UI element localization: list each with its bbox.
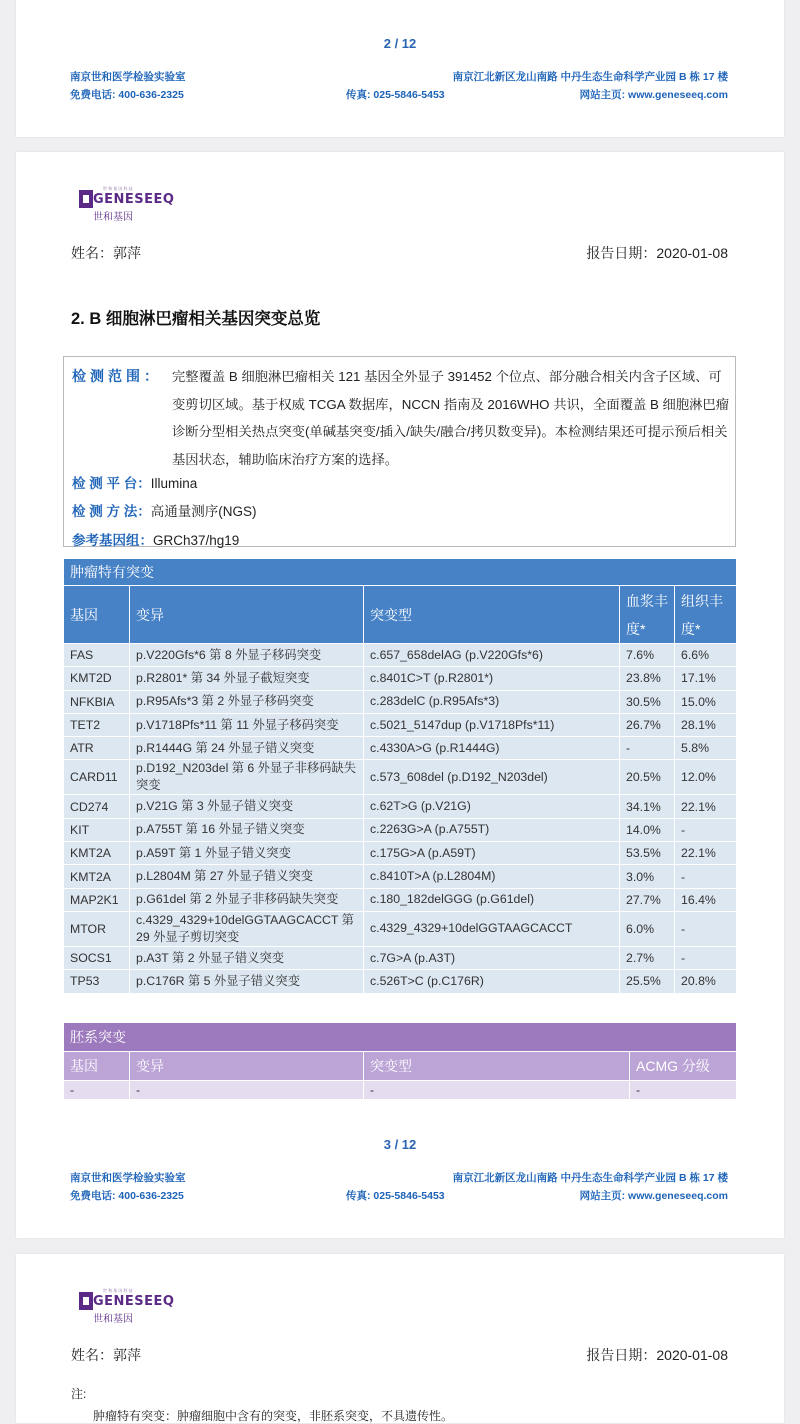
cell-mutation: c.180_182delGGG (p.G61del) <box>364 888 620 911</box>
geneseeq-logo: 世 和 基 因 科 技 GENESEEQ 世和基因 <box>79 1292 159 1326</box>
test-scope-box <box>63 356 736 547</box>
cell-variant: p.V220Gfs*6 第 8 外显子移码突变 <box>130 644 364 667</box>
table-row <box>64 865 737 888</box>
header-variant: 变异 <box>130 586 364 644</box>
footer-lab: 南京世和医学检验实验室 <box>70 71 186 83</box>
table-row <box>64 760 737 795</box>
report-date: 报告日期：2020-01-08 <box>586 245 728 261</box>
note-label: 注: <box>71 1387 87 1401</box>
note-text: 肿瘤特有突变：肿瘤细胞中含有的突变，非胚系突变，不具遗传性。 <box>93 1409 454 1423</box>
table-row <box>64 690 737 713</box>
cell-plasma: 20.5% <box>620 760 675 795</box>
footer-website: 网站主页: www.geneseeq.com <box>579 1190 728 1202</box>
cell-variant: p.D192_N203del 第 6 外显子非移码缺失突变 <box>130 760 364 795</box>
cell-mutation: c.4330A>G (p.R1444G) <box>364 737 620 760</box>
germline-header-mutation: 突变型 <box>364 1052 630 1081</box>
header-plasma: 血浆丰度* <box>620 586 675 644</box>
cell-variant: p.V21G 第 3 外显子错义突变 <box>130 795 364 818</box>
cell-tissue: - <box>675 946 737 969</box>
table-row: - - - - <box>64 1081 737 1100</box>
cell-variant: p.V1718Pfs*11 第 11 外显子移码突变 <box>130 713 364 736</box>
cell-gene: SOCS1 <box>64 946 130 969</box>
cell-gene: MAP2K1 <box>64 888 130 911</box>
cell-variant: p.G61del 第 2 外显子非移码缺失突变 <box>130 888 364 911</box>
somatic-title: 肿瘤特有突变 <box>64 559 737 586</box>
germline-header-variant: 变异 <box>130 1052 364 1081</box>
cell-mutation: c.283delC (p.R95Afs*3) <box>364 690 620 713</box>
footer-lab: 南京世和医学检验实验室 <box>70 1172 186 1184</box>
table-row <box>64 644 737 667</box>
header-tissue: 组织丰度* <box>675 586 737 644</box>
cell-plasma: 26.7% <box>620 713 675 736</box>
germline-header-acmg: ACMG 分级 <box>630 1052 737 1081</box>
cell-tissue: - <box>675 865 737 888</box>
table-row <box>64 888 737 911</box>
scope-label: 检测范围： <box>72 368 162 384</box>
footer-phone: 免费电话: 400-636-2325 <box>70 89 184 101</box>
cell-tissue: 17.1% <box>675 667 737 690</box>
cell-mutation: c.8401C>T (p.R2801*) <box>364 667 620 690</box>
germline-header-gene: 基因 <box>64 1052 130 1081</box>
cell-gene: KIT <box>64 818 130 841</box>
cell-tissue: 5.8% <box>675 737 737 760</box>
cell-plasma: 7.6% <box>620 644 675 667</box>
cell-variant: p.R95Afs*3 第 2 外显子移码突变 <box>130 690 364 713</box>
report-date: 报告日期：2020-01-08 <box>586 1347 728 1363</box>
table-row <box>64 737 737 760</box>
cell-gene: TP53 <box>64 970 130 993</box>
logo-mark-icon <box>79 190 93 208</box>
cell-plasma: 2.7% <box>620 946 675 969</box>
logo-mark-icon <box>79 1292 93 1310</box>
platform-row: 检 测 平 台：Illumina <box>72 476 198 491</box>
cell-plasma: 14.0% <box>620 818 675 841</box>
table-row <box>64 970 737 993</box>
cell-variant: p.R2801* 第 34 外显子截短突变 <box>130 667 364 690</box>
table-row <box>64 667 737 690</box>
page-4 <box>16 1254 784 1423</box>
cell-gene: KMT2D <box>64 667 130 690</box>
cell-gene: TET2 <box>64 713 130 736</box>
cell-plasma: 27.7% <box>620 888 675 911</box>
header-gene: 基因 <box>64 586 130 644</box>
cell-plasma: - <box>620 737 675 760</box>
cell-tissue: 16.4% <box>675 888 737 911</box>
cell-tissue: 15.0% <box>675 690 737 713</box>
cell-mutation: c.5021_5147dup (p.V1718Pfs*11) <box>364 713 620 736</box>
cell-tissue: - <box>675 911 737 946</box>
cell-mutation: c.2263G>A (p.A755T) <box>364 818 620 841</box>
cell-gene: CD274 <box>64 795 130 818</box>
cell-plasma: 6.0% <box>620 911 675 946</box>
footer-address: 南京江北新区龙山南路 中丹生态生命科学产业园 B 栋 17 楼 <box>452 1172 728 1184</box>
cell-tissue: 22.1% <box>675 842 737 865</box>
cell-mutation: c.62T>G (p.V21G) <box>364 795 620 818</box>
table-row <box>64 795 737 818</box>
germline-mutation-table <box>63 1022 737 1100</box>
header-mutation: 突变型 <box>364 586 620 644</box>
page-2 <box>16 0 784 137</box>
table-row <box>64 946 737 969</box>
footer-fax: 传真: 025-5846-5453 <box>346 1190 445 1202</box>
somatic-mutation-table <box>63 558 737 994</box>
cell-gene: KMT2A <box>64 842 130 865</box>
patient-name: 姓名：郭萍 <box>71 1347 141 1363</box>
cell-mutation: c.657_658delAG (p.V220Gfs*6) <box>364 644 620 667</box>
page-number: 2 / 12 <box>383 36 417 51</box>
cell-gene: CARD11 <box>64 760 130 795</box>
cell-variant: p.L2804M 第 27 外显子错义突变 <box>130 865 364 888</box>
cell-variant: c.4329_4329+10delGGTAAGCACCT 第 29 外显子剪切突变 <box>130 911 364 946</box>
cell-plasma: 23.8% <box>620 667 675 690</box>
page-3 <box>16 152 784 1238</box>
cell-mutation: c.8410T>A (p.L2804M) <box>364 865 620 888</box>
table-row <box>64 713 737 736</box>
cell-variant: p.A59T 第 1 外显子错义突变 <box>130 842 364 865</box>
table-row <box>64 911 737 946</box>
cell-gene: FAS <box>64 644 130 667</box>
cell-tissue: 28.1% <box>675 713 737 736</box>
cell-mutation: c.526T>C (p.C176R) <box>364 970 620 993</box>
method-row: 检 测 方 法：高通量测序(NGS) <box>72 504 257 519</box>
section-title: 2. B 细胞淋巴瘤相关基因突变总览 <box>71 310 321 328</box>
table-row <box>64 818 737 841</box>
cell-variant: p.C176R 第 5 外显子错义突变 <box>130 970 364 993</box>
geneseeq-logo: 世 和 基 因 科 技 GENESEEQ 世和基因 <box>79 190 159 224</box>
patient-name: 姓名：郭萍 <box>71 245 141 261</box>
cell-gene: ATR <box>64 737 130 760</box>
cell-tissue: 20.8% <box>675 970 737 993</box>
cell-tissue: 6.6% <box>675 644 737 667</box>
cell-mutation: c.7G>A (p.A3T) <box>364 946 620 969</box>
footer-address: 南京江北新区龙山南路 中丹生态生命科学产业园 B 栋 17 楼 <box>452 71 728 83</box>
cell-variant: p.R1444G 第 24 外显子错义突变 <box>130 737 364 760</box>
germline-title: 胚系突变 <box>64 1023 737 1052</box>
cell-gene: MTOR <box>64 911 130 946</box>
cell-variant: p.A3T 第 2 外显子错义突变 <box>130 946 364 969</box>
cell-gene: NFKBIA <box>64 690 130 713</box>
table-row <box>64 842 737 865</box>
cell-plasma: 53.5% <box>620 842 675 865</box>
footer-website: 网站主页: www.geneseeq.com <box>579 89 728 101</box>
cell-variant: p.A755T 第 16 外显子错义突变 <box>130 818 364 841</box>
cell-plasma: 25.5% <box>620 970 675 993</box>
footer-phone: 免费电话: 400-636-2325 <box>70 1190 184 1202</box>
cell-mutation: c.4329_4329+10delGGTAAGCACCT <box>364 911 620 946</box>
page-number: 3 / 12 <box>383 1137 417 1152</box>
scope-text: 完整覆盖 B 细胞淋巴瘤相关 121 基因全外显子 391452 个位点、部分融合相关内含子区域、可变剪切区域。基于权威 TCGA 数据库，NCCN 指南及 2016WHO 共识，全面覆盖 B 细胞淋巴瘤诊断分型相关热点突变(单碱基突变/插入/缺失/融合/拷贝数变异)。本检测结果还可提示预后相关基因状态，辅助临床治疗方案的选择。 <box>172 369 730 467</box>
footer-fax: 传真: 025-5846-5453 <box>346 89 445 101</box>
cell-plasma: 3.0% <box>620 865 675 888</box>
cell-tissue: 12.0% <box>675 760 737 795</box>
cell-plasma: 30.5% <box>620 690 675 713</box>
cell-tissue: - <box>675 818 737 841</box>
cell-mutation: c.175G>A (p.A59T) <box>364 842 620 865</box>
cell-tissue: 22.1% <box>675 795 737 818</box>
cell-gene: KMT2A <box>64 865 130 888</box>
reference-row: 参考基因组：GRCh37/hg19 <box>72 533 240 548</box>
cell-plasma: 34.1% <box>620 795 675 818</box>
cell-mutation: c.573_608del (p.D192_N203del) <box>364 760 620 795</box>
